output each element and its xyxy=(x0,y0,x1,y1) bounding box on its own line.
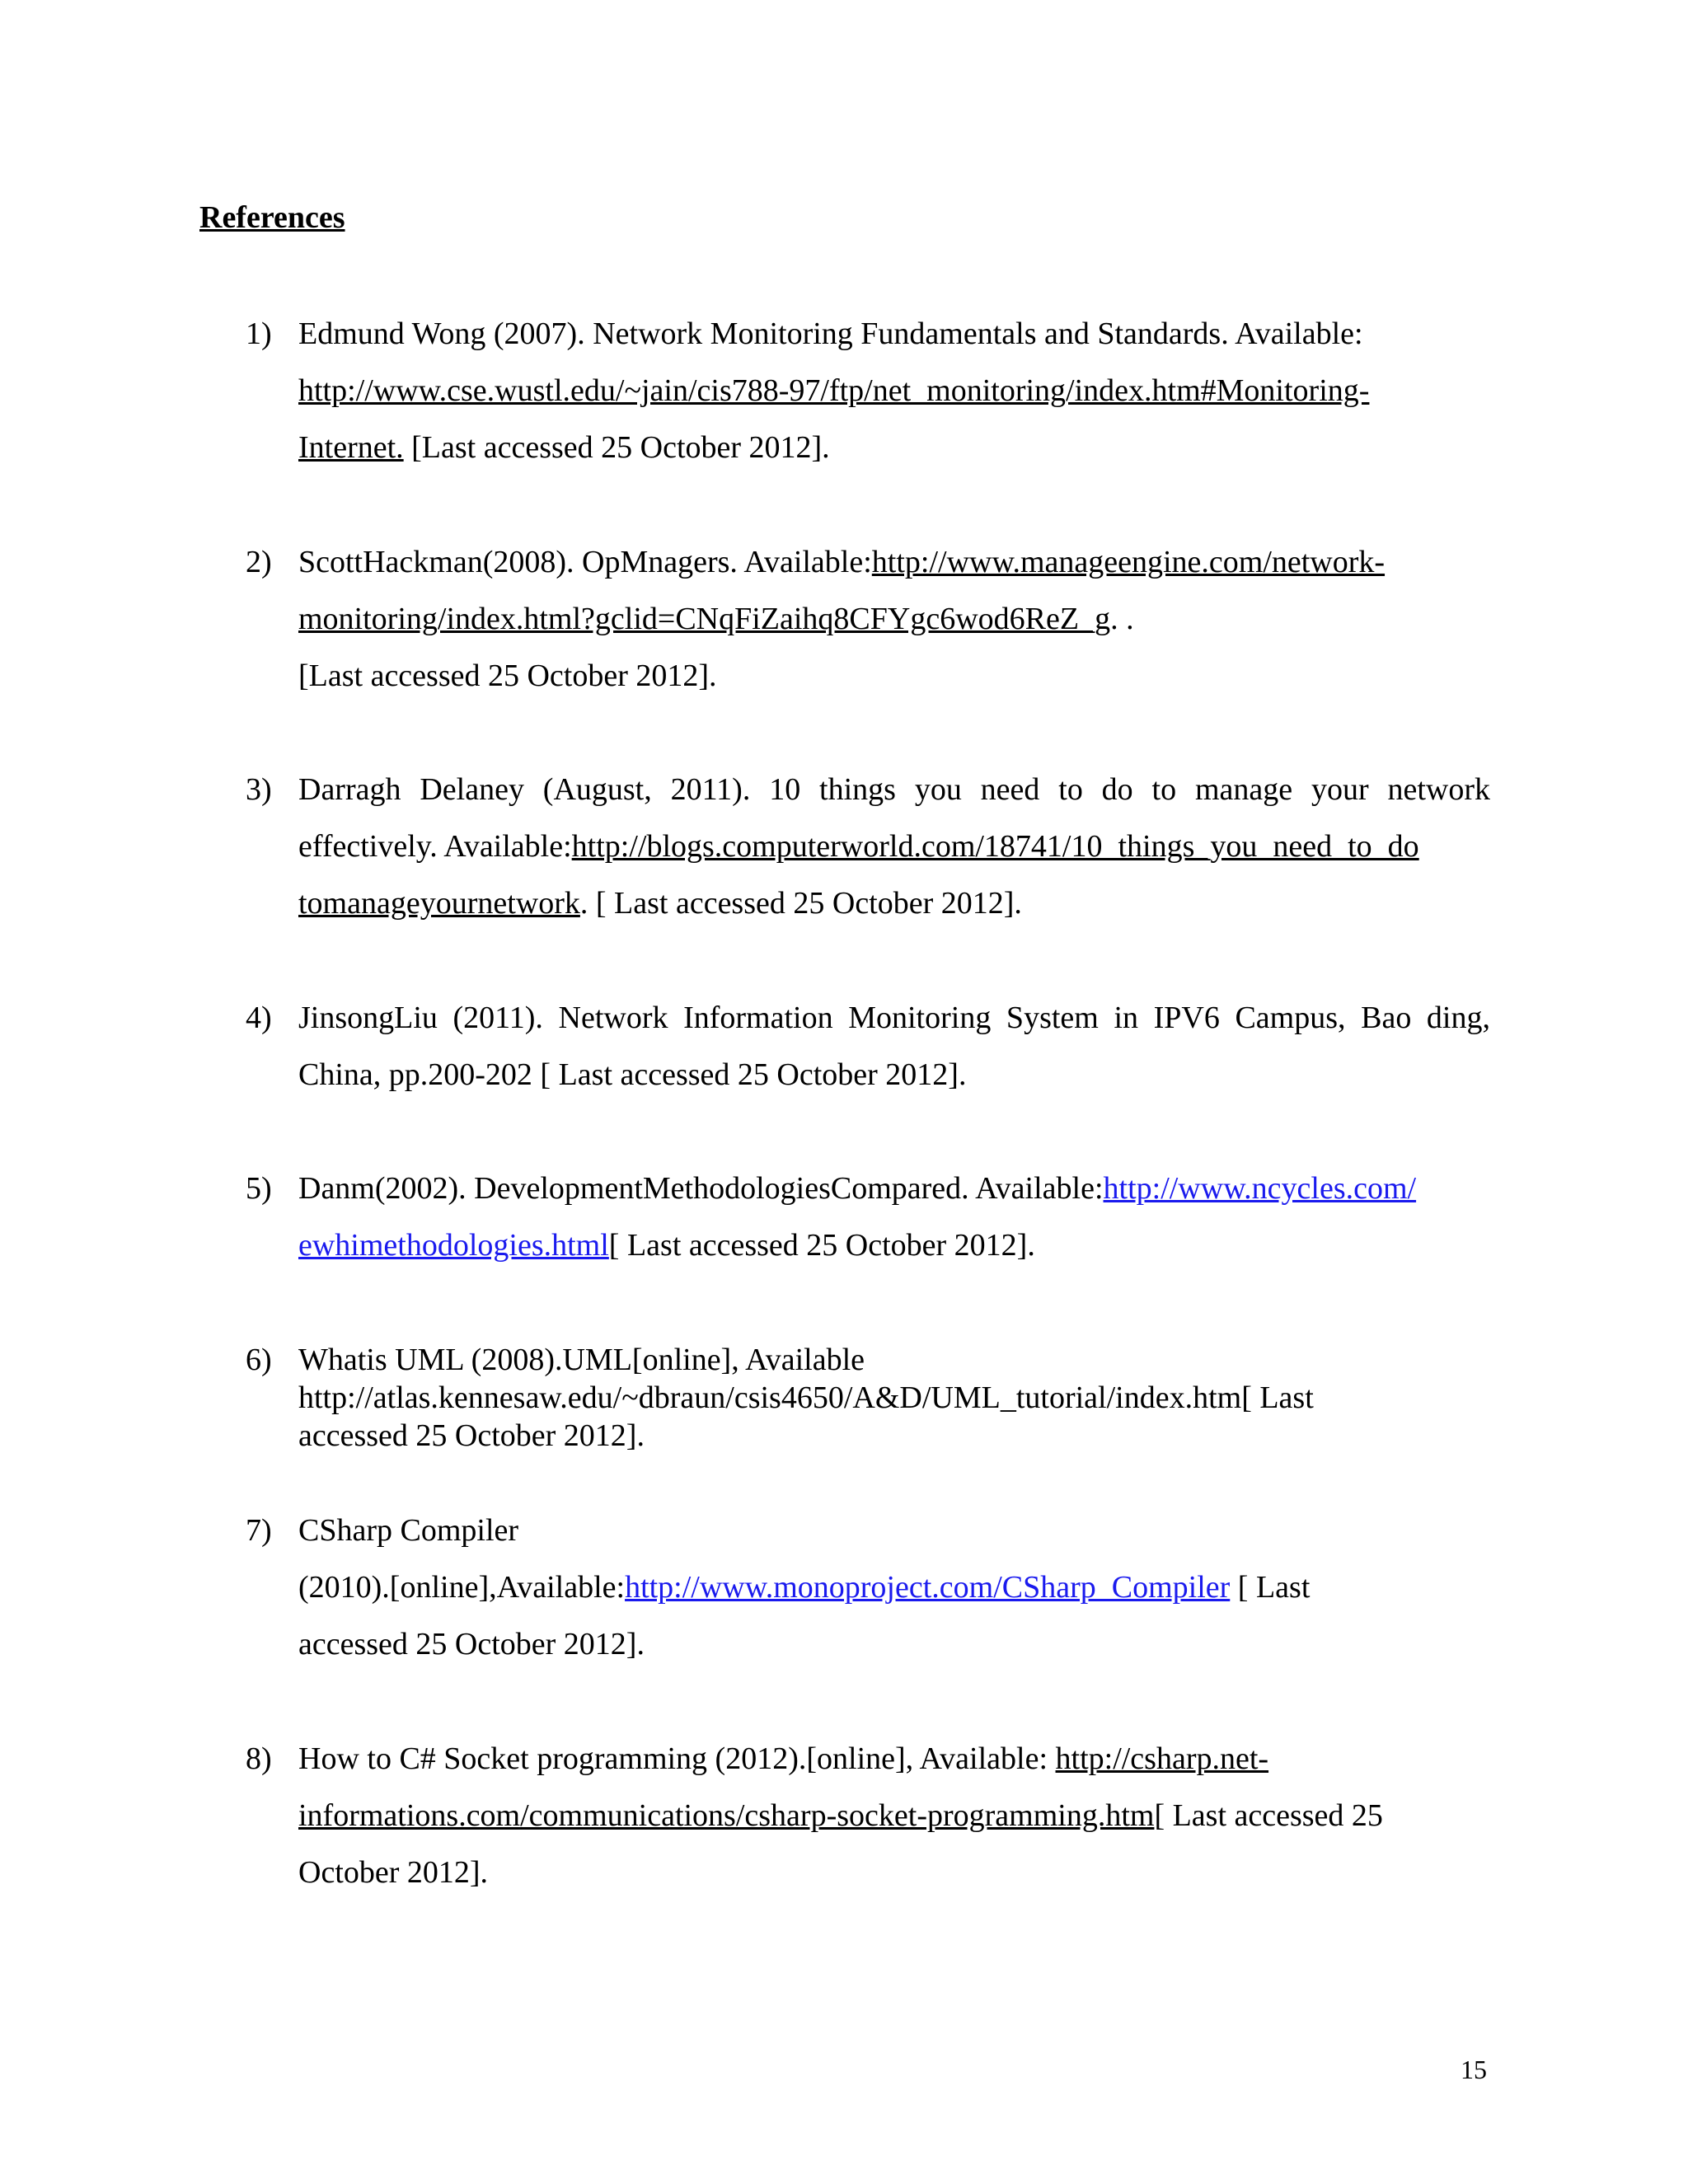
reference-number: 2) xyxy=(246,545,272,579)
reference-text: accessed 25 October 2012]. xyxy=(298,1627,645,1661)
reference-text: . [ Last accessed 25 October 2012]. xyxy=(579,886,1022,921)
reference-link[interactable]: http://www.monoproject.com/CSharp_Compiler xyxy=(625,1570,1231,1605)
reference-link[interactable]: http://csharp.net- xyxy=(1055,1741,1269,1776)
reference-item-8 xyxy=(246,1731,1490,1901)
reference-number: 6) xyxy=(246,1343,272,1377)
reference-link[interactable]: http://blogs.computerworld.com/18741/10_things_you_need_to_do xyxy=(571,829,1419,864)
reference-link[interactable]: informations.com/communications/csharp-socket-programming.htm xyxy=(298,1798,1155,1833)
reference-text: Edmund Wong (2007). Network Monitoring Fundamentals and Standards. Available: xyxy=(298,316,1363,351)
reference-link[interactable]: ewhimethodologies.html xyxy=(298,1228,609,1263)
reference-link[interactable]: http://www.manageengine.com/network- xyxy=(871,545,1386,579)
reference-text: Whatis UML (2008).UML[online], Available xyxy=(298,1343,865,1377)
reference-text: . . xyxy=(1110,602,1134,636)
reference-text: CSharp Compiler xyxy=(298,1513,519,1548)
reference-text: [ Last xyxy=(1230,1570,1311,1605)
reference-text: October 2012]. xyxy=(298,1855,489,1890)
reference-number: 5) xyxy=(246,1171,272,1206)
reference-number: 1) xyxy=(246,316,272,351)
reference-item-6 xyxy=(246,1341,1490,1455)
reference-text: How to C# Socket programming (2012).[online], Available: xyxy=(298,1741,1056,1776)
references-heading: References xyxy=(199,200,345,235)
reference-number: 4) xyxy=(246,1001,272,1035)
reference-number: 8) xyxy=(246,1741,272,1776)
reference-text: Darragh Delaney (August, 2011). 10 things you need to do to manage your network effectively. Available: xyxy=(298,772,1490,864)
reference-text: Danm(2002). DevelopmentMethodologiesCompared. Available: xyxy=(298,1171,1104,1206)
reference-text: (2010).[online],Available: xyxy=(298,1570,626,1605)
reference-item-5 xyxy=(246,1160,1490,1274)
reference-item-2 xyxy=(246,534,1490,705)
reference-link[interactable]: http://www.ncycles.com/ xyxy=(1103,1171,1417,1206)
reference-item-4 xyxy=(246,990,1490,1104)
reference-link[interactable]: http://www.cse.wustl.edu/~jain/cis788-97/ftp/net_monitoring/index.htm#Monitoring- xyxy=(298,373,1370,408)
reference-link[interactable]: tomanageyournetwork xyxy=(298,886,580,921)
reference-link[interactable]: monitoring/index.html?gclid=CNqFiZaihq8CFYgc6wod6ReZ_g xyxy=(298,602,1111,636)
reference-text: ScottHackman(2008). OpMnagers. Available: xyxy=(298,545,872,579)
reference-number: 3) xyxy=(246,772,272,807)
reference-number: 7) xyxy=(246,1513,272,1548)
reference-text: accessed 25 October 2012]. xyxy=(298,1418,645,1453)
reference-item-1 xyxy=(246,306,1490,476)
reference-text: JinsongLiu (2011). Network Information Monitoring System in IPV6 Campus, Bao ding, China, pp.200-202 [ Last accessed 25 October 2012]. xyxy=(298,1001,1490,1092)
reference-text: [ Last accessed 25 October 2012]. xyxy=(608,1228,1035,1263)
page-number: 15 xyxy=(1461,2055,1487,2084)
reference-text: [ Last accessed 25 xyxy=(1154,1798,1383,1833)
reference-item-3 xyxy=(246,762,1490,932)
reference-link[interactable]: Internet. xyxy=(298,430,404,465)
reference-text: [Last accessed 25 October 2012]. xyxy=(298,658,717,693)
reference-text: [Last accessed 25 October 2012]. xyxy=(403,430,830,465)
reference-text: http://atlas.kennesaw.edu/~dbraun/csis4650/A&D/UML_tutorial/index.htm[ Last xyxy=(298,1380,1314,1415)
reference-item-7 xyxy=(246,1502,1490,1673)
